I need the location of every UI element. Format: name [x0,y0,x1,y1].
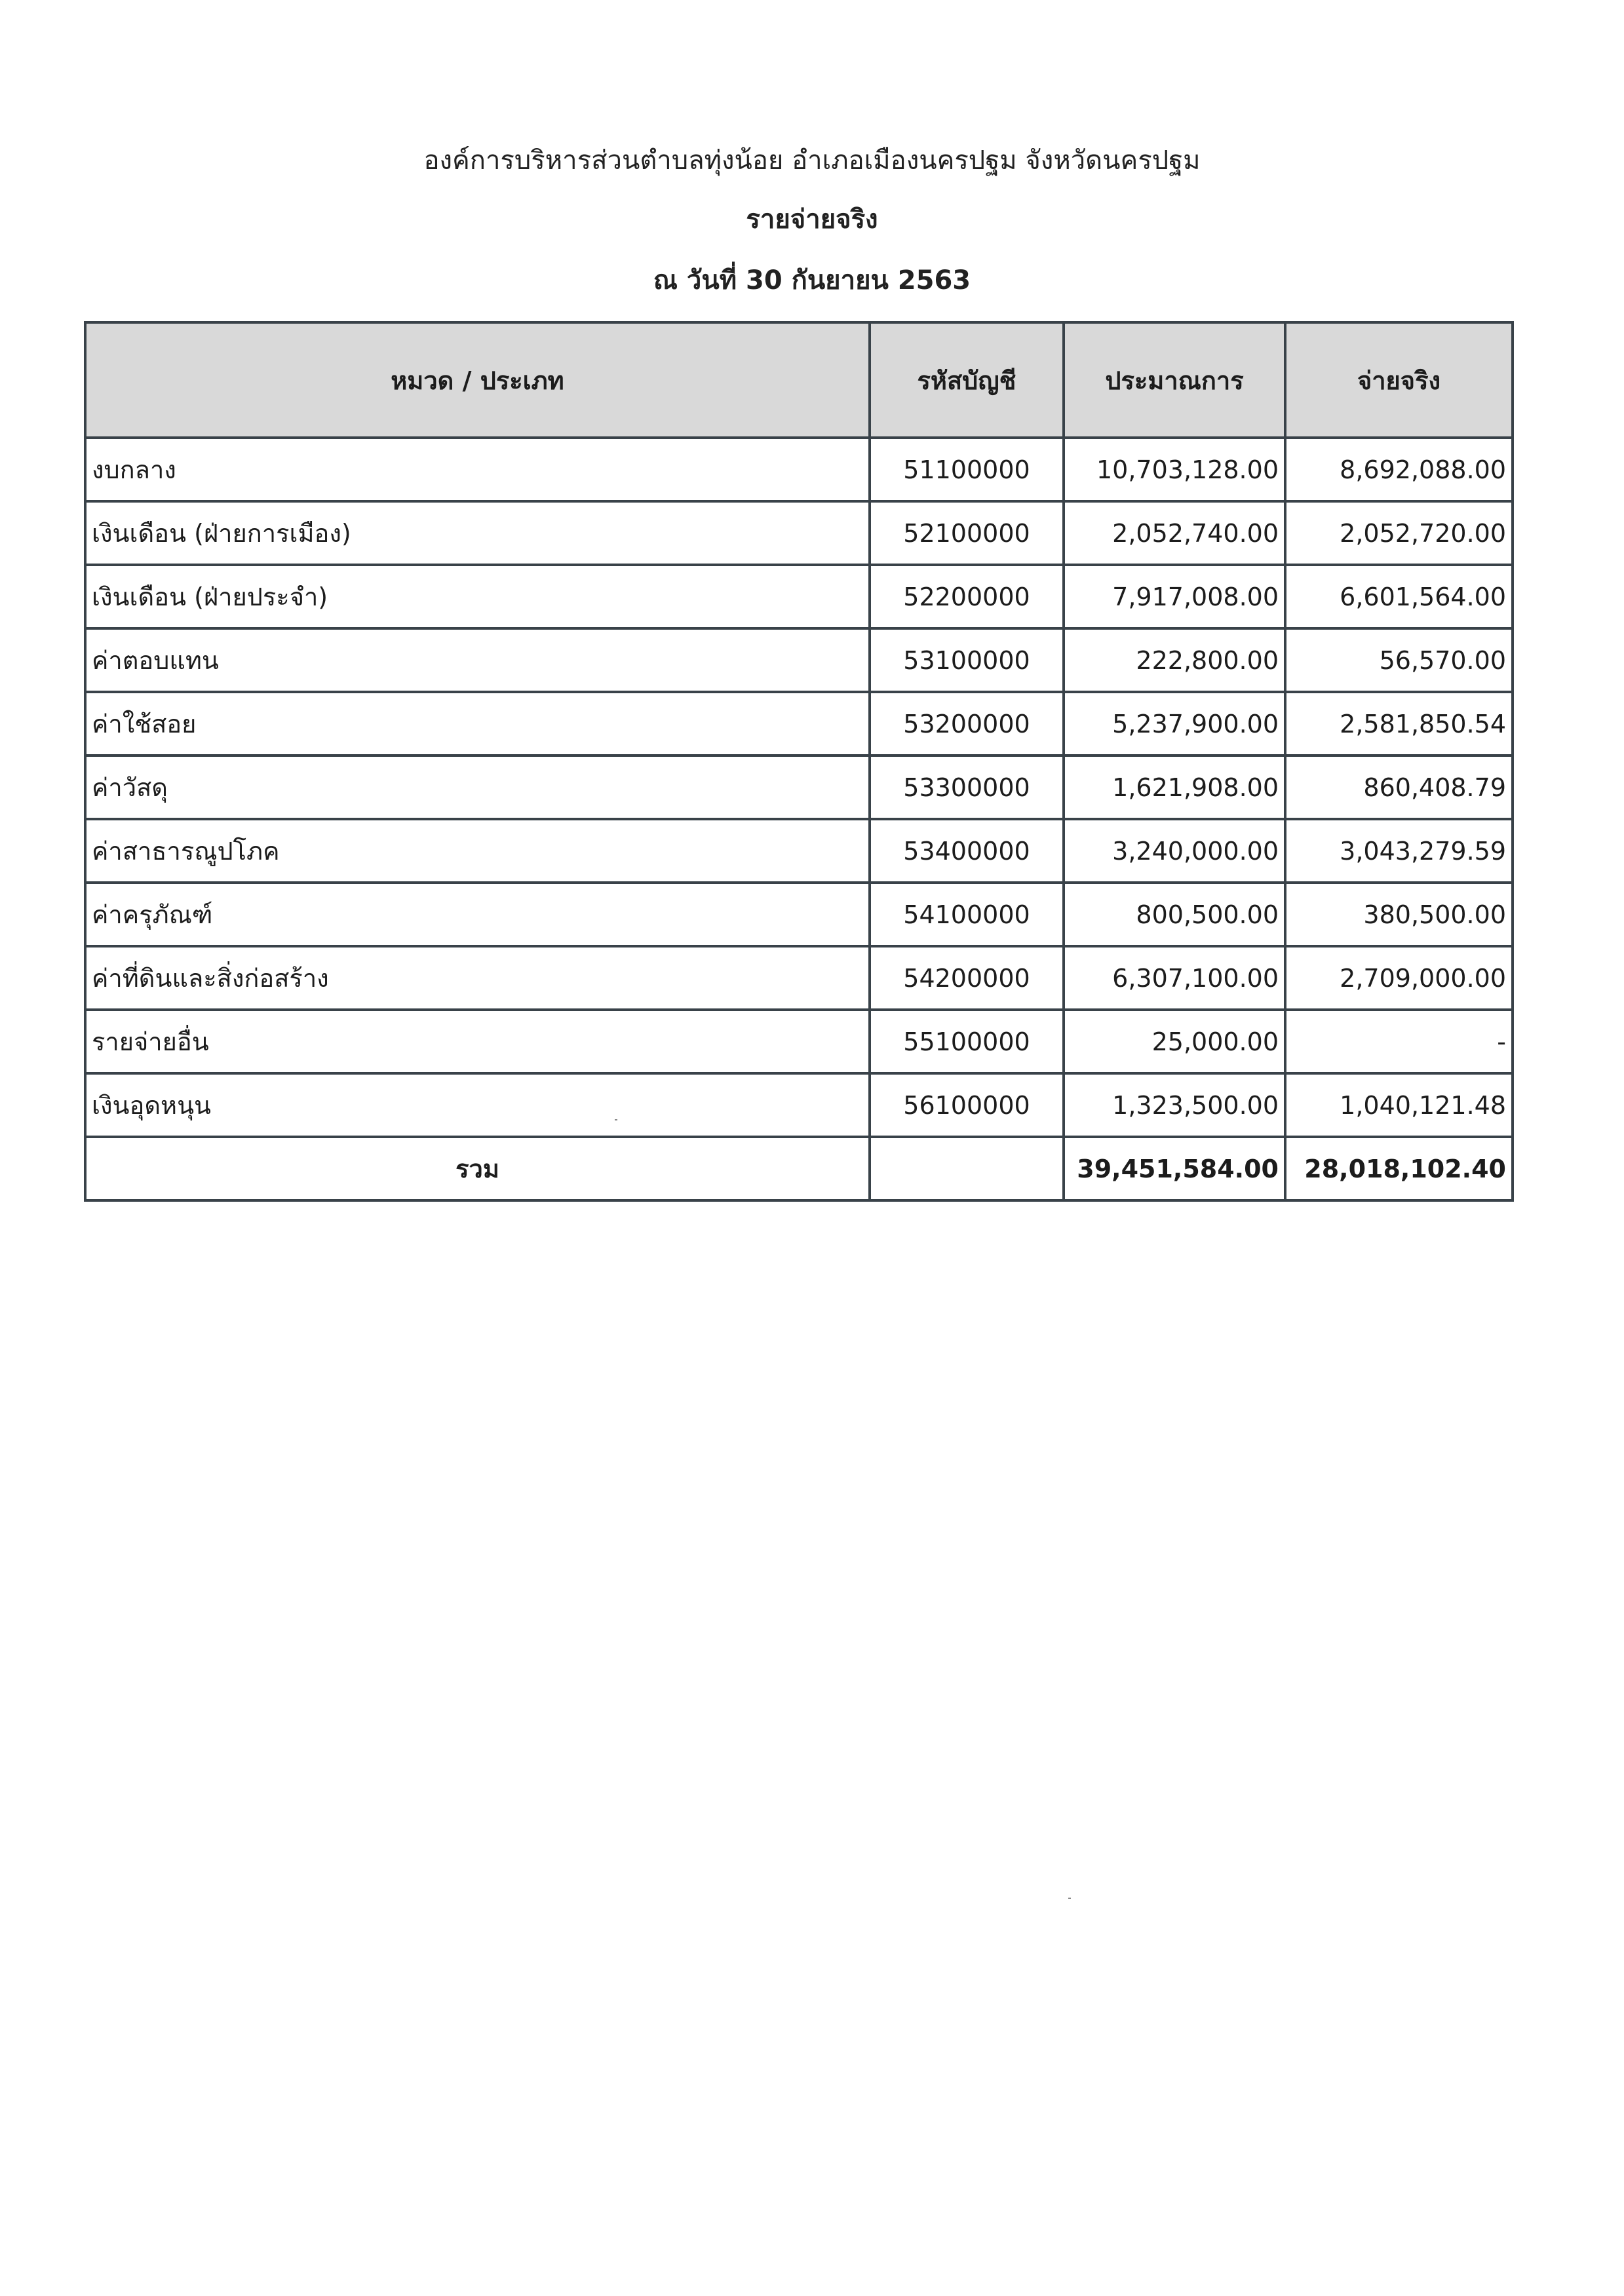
table-row [85,501,1513,565]
account-code-cell: 53400000 [870,819,1064,883]
col-header-code: รหัสบัญชี [870,322,1064,438]
actual-cell: 2,581,850.54 [1285,692,1513,756]
actual-cell: 56,570.00 [1285,628,1513,692]
category-cell: ค่าใช้สอย [85,692,870,756]
account-code-cell: 53200000 [870,692,1064,756]
estimate-cell: 800,500.00 [1064,883,1285,946]
table-row [85,1010,1513,1073]
table-row [85,692,1513,756]
actual-cell: 2,709,000.00 [1285,946,1513,1010]
account-code-cell: 55100000 [870,1010,1064,1073]
estimate-cell: 222,800.00 [1064,628,1285,692]
table-row [85,756,1513,819]
category-cell: เงินเดือน (ฝ่ายการเมือง) [85,501,870,565]
estimate-cell: 5,237,900.00 [1064,692,1285,756]
actual-cell: 6,601,564.00 [1285,565,1513,628]
table-row [85,565,1513,628]
table-header-row [85,322,1513,438]
actual-cell: 860,408.79 [1285,756,1513,819]
category-cell: ค่าครุภัณฑ์ [85,883,870,946]
actual-cell: - [1285,1010,1513,1073]
actual-cell: 2,052,720.00 [1285,501,1513,565]
estimate-cell: 1,621,908.00 [1064,756,1285,819]
category-cell: ค่าที่ดินและสิ่งก่อสร้าง [85,946,870,1010]
col-header-category: หมวด / ประเภท [85,322,870,438]
account-code-cell: 53300000 [870,756,1064,819]
account-code-cell: 52200000 [870,565,1064,628]
total-label: รวม [85,1137,870,1200]
table-row [85,883,1513,946]
total-row [85,1137,1513,1200]
category-cell: งบกลาง [85,438,870,501]
category-cell: เงินเดือน (ฝ่ายประจำ) [85,565,870,628]
total-actual: 28,018,102.40 [1285,1137,1513,1200]
account-code-cell: 51100000 [870,438,1064,501]
estimate-cell: 7,917,008.00 [1064,565,1285,628]
category-cell: ค่าสาธารณูปโภค [85,819,870,883]
col-header-actual: จ่ายจริง [1285,322,1513,438]
scan-speck [1068,1898,1071,1899]
expenditure-table [84,321,1514,1202]
account-code-cell: 53100000 [870,628,1064,692]
category-cell: ค่าวัสดุ [85,756,870,819]
category-cell: เงินอุดหนุน [85,1073,870,1137]
account-code-cell: 56100000 [870,1073,1064,1137]
table-row [85,819,1513,883]
scan-speck [615,1119,617,1120]
estimate-cell: 3,240,000.00 [1064,819,1285,883]
total-code-cell [870,1137,1064,1200]
actual-cell: 3,043,279.59 [1285,819,1513,883]
estimate-cell: 2,052,740.00 [1064,501,1285,565]
report-title: รายจ่ายจริง [746,204,878,235]
table-row [85,1073,1513,1137]
report-date: ณ วันที่ 30 กันยายน 2563 [653,265,971,296]
account-code-cell: 52100000 [870,501,1064,565]
actual-cell: 8,692,088.00 [1285,438,1513,501]
actual-cell: 1,040,121.48 [1285,1073,1513,1137]
estimate-cell: 25,000.00 [1064,1010,1285,1073]
table-row [85,628,1513,692]
table-body [85,438,1513,1200]
estimate-cell: 1,323,500.00 [1064,1073,1285,1137]
table-row [85,946,1513,1010]
category-cell: รายจ่ายอื่น [85,1010,870,1073]
account-code-cell: 54100000 [870,883,1064,946]
col-header-estimate: ประมาณการ [1064,322,1285,438]
account-code-cell: 54200000 [870,946,1064,1010]
table-row [85,438,1513,501]
actual-cell: 380,500.00 [1285,883,1513,946]
estimate-cell: 10,703,128.00 [1064,438,1285,501]
organization-heading: องค์การบริหารส่วนตำบลทุ่งน้อย อำเภอเมืองนครปฐม จังหวัดนครปฐม [423,145,1201,176]
estimate-cell: 6,307,100.00 [1064,946,1285,1010]
total-estimate: 39,451,584.00 [1064,1137,1285,1200]
category-cell: ค่าตอบแทน [85,628,870,692]
